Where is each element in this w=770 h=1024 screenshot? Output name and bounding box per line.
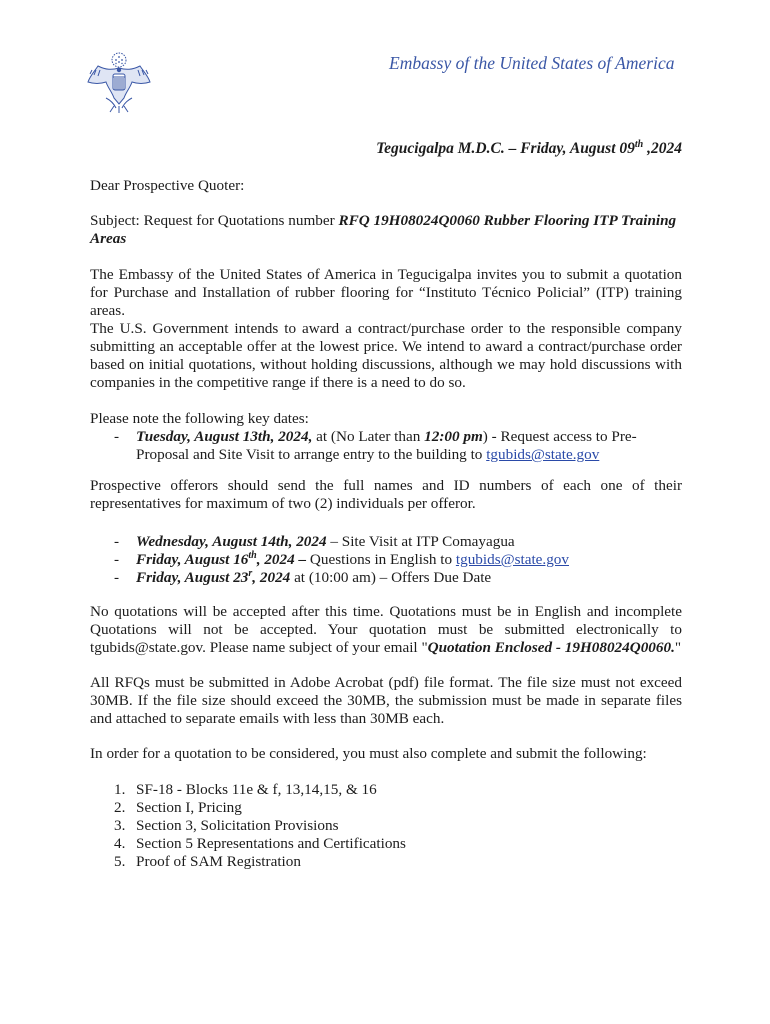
list-item [90, 853, 682, 871]
key-date-text: at (10:00 am) – Offers Due Date [290, 569, 492, 586]
subject-line [90, 212, 682, 248]
requirement-text: SF-18 - Blocks 11e & f, 13,14,15, & 16 [136, 781, 377, 798]
dateline-sup: th [634, 138, 644, 150]
key-date: Wednesday, August 14th, 2024 [136, 533, 327, 550]
requirement-text: Proof of SAM Registration [136, 853, 301, 870]
list-item [90, 428, 682, 464]
key-date-rest: , 2024 [252, 569, 291, 586]
list-number: 1. [114, 781, 126, 798]
key-date: Friday, August 16 [136, 551, 249, 568]
list-item [90, 781, 682, 799]
intro-paragraph: The Embassy of the United States of America in Tegucigalpa invites you to submit a quotation for Purchase and Installation of rubber flooring for “Instituto Técnico Policial” (ITP) training areas. [90, 266, 682, 319]
key-date: Tuesday, August 13th, 2024, [136, 428, 313, 445]
key-date-time: 12:00 pm [424, 428, 483, 445]
key-date-text: – Site Visit at ITP Comayagua [326, 533, 515, 550]
key-date-rest: , 2024 – [256, 551, 307, 568]
email-link[interactable]: tgubids@state.gov [486, 446, 600, 463]
dash-bullet: - [114, 569, 120, 586]
key-date-sup: r [248, 567, 253, 579]
representatives-paragraph: Prospective offerors should send the full names and ID numbers of each one of their representatives for maximum of two (2) individuals per offeror. [90, 477, 682, 512]
dash-bullet: - [114, 533, 120, 550]
file-format-paragraph: All RFQs must be submitted in Adobe Acrobat (pdf) file format. The file size must not exceed 30MB. If the file size should exceed the 30MB, the submission must be made in separate files and attached to separate emails with less than 30MB each. [90, 674, 682, 727]
dash-bullet: - [114, 551, 120, 568]
key-date: Friday, August 23 [136, 569, 249, 586]
list-number: 5. [114, 853, 126, 870]
key-dates-intro: Please note the following key dates: [90, 410, 309, 427]
key-dates-list-2 [90, 533, 682, 587]
subject-label: Subject: Request for Quotations number [90, 212, 339, 229]
submission-close: " [674, 639, 682, 656]
award-paragraph: The U.S. Government intends to award a contract/purchase order to the responsible company submitting an acceptable offer at the lowest price. We intend to award a contract/purchase order based on initial quotations, without holding discussions, although we may hold discussions with companies in the competitive range if there is a need to do so. [90, 320, 682, 391]
key-date-text: ) - Request access to Pre-Proposal and Site Visit to arrange entry to the building to [136, 428, 637, 463]
dateline [376, 140, 682, 158]
key-date-text: Questions in English to [306, 551, 456, 568]
key-date-sup: th [248, 549, 257, 561]
submission-paragraph [90, 603, 682, 657]
dateline-text: Tegucigalpa M.D.C. – Friday, August 09 [376, 140, 635, 157]
us-great-seal-icon [86, 48, 152, 114]
list-item [90, 533, 682, 551]
requirement-text: Section 5 Representations and Certifications [136, 835, 406, 852]
list-number: 3. [114, 817, 126, 834]
requirement-text: Section I, Pricing [136, 799, 242, 816]
dash-bullet: - [114, 428, 120, 445]
email-subject: Quotation Enclosed - 19H08024Q0060. [427, 639, 675, 656]
subject-rfq: RFQ 19H08024Q0060 Rubber Flooring ITP Training Areas [90, 212, 677, 247]
key-date-text: at (No Later than [312, 428, 425, 445]
list-item [90, 835, 682, 853]
key-dates-list-1 [90, 428, 682, 464]
list-number: 4. [114, 835, 126, 852]
list-item [90, 799, 682, 817]
list-item [90, 817, 682, 835]
requirements-intro: In order for a quotation to be considered, you must also complete and submit the following: [90, 745, 647, 762]
list-number: 2. [114, 799, 126, 816]
list-item [90, 551, 682, 569]
dateline-year: ,2024 [643, 140, 682, 157]
submission-text: No quotations will be accepted after this time. Quotations must be in English and incomplete Quotations will not be accepted. Your quotation must be submitted electronically to tgubids@state.gov. Please name subject of your email " [90, 603, 682, 656]
email-link[interactable]: tgubids@state.gov [455, 551, 569, 568]
list-item [90, 569, 682, 587]
greeting: Dear Prospective Quoter: [90, 177, 245, 194]
embassy-title: Embassy of the United States of America [389, 53, 675, 73]
requirement-text: Section 3, Solicitation Provisions [136, 817, 339, 834]
requirements-list [90, 781, 682, 871]
